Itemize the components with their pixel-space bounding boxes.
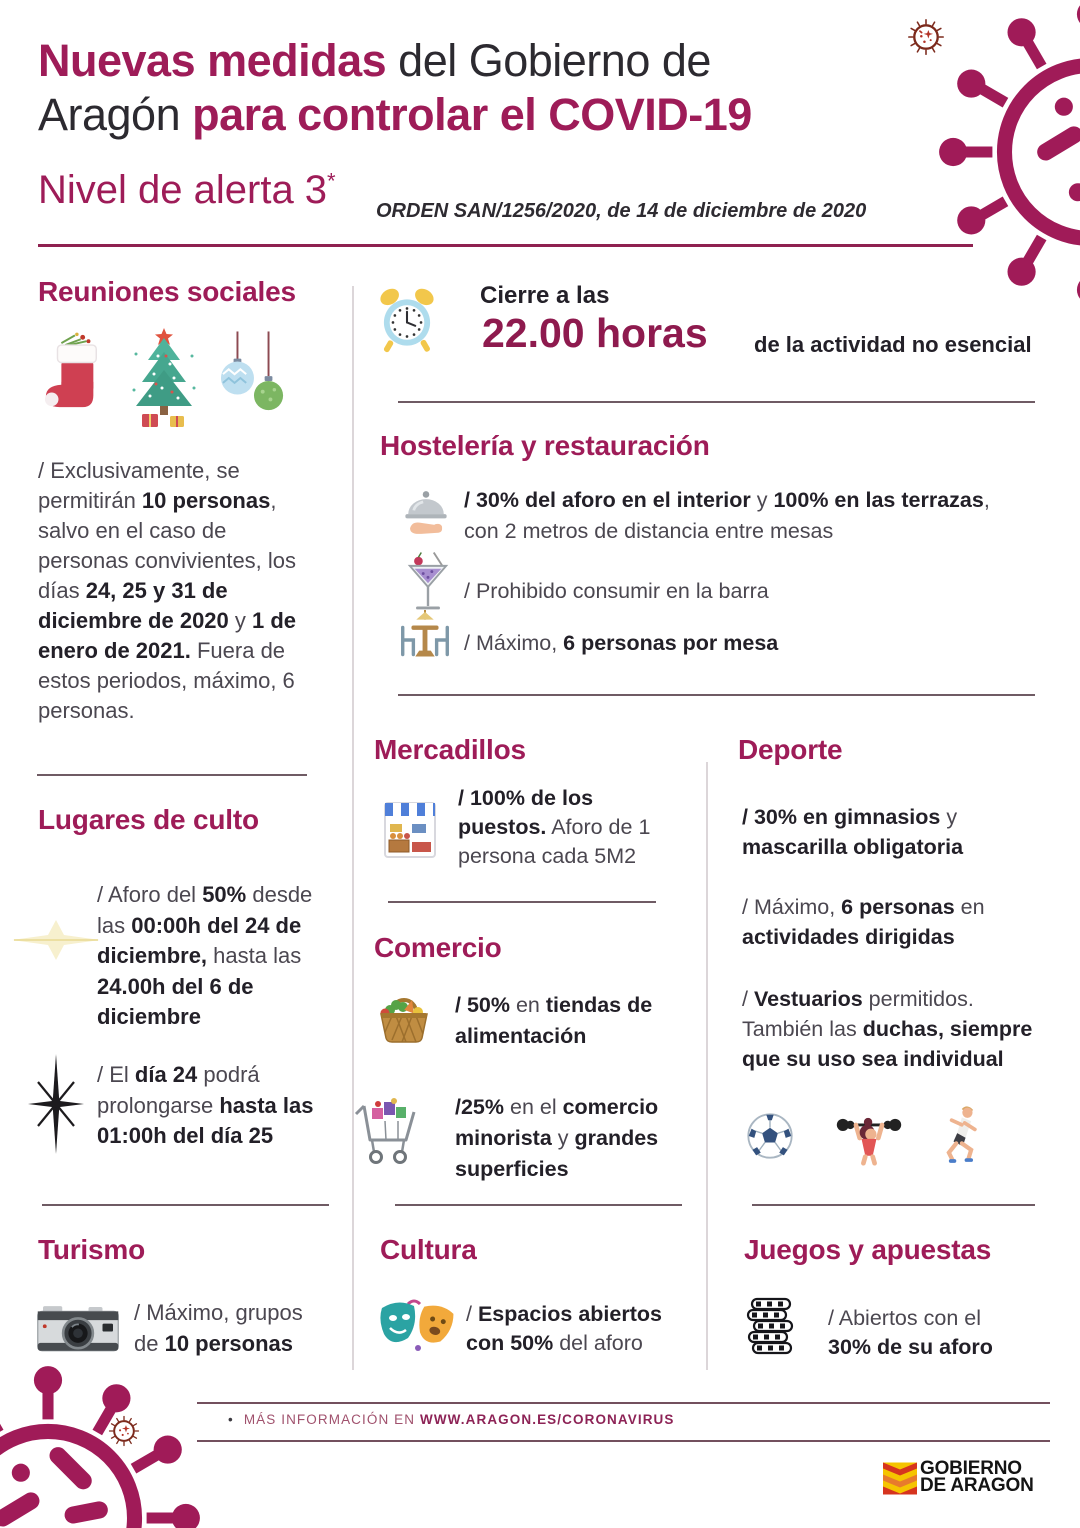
- camera-icon: [36, 1300, 120, 1356]
- bullet-icon: •: [228, 1412, 234, 1427]
- title-plain-2: Aragón: [38, 89, 193, 140]
- section-title-lugares: Lugares de culto: [38, 804, 259, 835]
- theater-masks-icon: [378, 1296, 458, 1356]
- hosteleria-item-mesa: / Máximo, 6 personas por mesa: [464, 631, 779, 655]
- cultura-rule: [395, 1204, 682, 1206]
- footer-rule-bottom: [197, 1440, 1050, 1442]
- alert-level: Nivel de alerta 3*: [38, 168, 336, 212]
- closure-time: 22.00 horas: [482, 310, 708, 356]
- turismo-rule: [42, 1204, 329, 1206]
- reuniones-paragraph: / Exclusivamente, se permitirán 10 personas, salvo en el caso de personas convivientes, los días 24, 25 y 31 de diciembre de 2020 y 1 de enero de 2021. Fuera de estos periodos, máximo, 6 personas.: [38, 458, 297, 723]
- juegos-rule: [752, 1204, 1035, 1206]
- mercadillos-item: / 100% de los puestos. Aforo de 1 persona cada 5M2: [458, 786, 651, 868]
- section-title-hosteleria: Hostelería y restauración: [380, 430, 710, 461]
- lugares-rule: [37, 774, 307, 776]
- deporte-item-vestuarios: / Vestuarios permitidos. También las duchas, siempre que su uso sea individual: [742, 987, 1033, 1071]
- section-title-comercio: Comercio: [374, 932, 502, 963]
- government-logo: [920, 1460, 1034, 1494]
- closure-intro: Cierre a las: [480, 282, 610, 309]
- logo-line1: GOBIERNO: [920, 1458, 1022, 1479]
- closure-rule: [398, 401, 1035, 403]
- section-title-cultura: Cultura: [380, 1234, 477, 1265]
- lugares-item-dia24: / El día 24 podrá prolongarse hasta las 01:00h del día 25: [97, 1062, 314, 1148]
- aragon-flag-icon: [883, 1462, 917, 1495]
- terrace-table-icon: [394, 608, 456, 672]
- lugares-item-aforo: / Aforo del 50% desde las 00:00h del 24 de diciembre, hasta las 24.00h del 6 de diciembre: [97, 882, 313, 1029]
- ornaments-icon: [220, 330, 286, 430]
- title-plain-1: del Gobierno de: [386, 35, 711, 86]
- logo-line2: DE ARAGON: [920, 1475, 1034, 1496]
- column-divider-left: [352, 286, 354, 1370]
- header-rule: [38, 244, 973, 247]
- section-title-juegos: Juegos y apuestas: [744, 1234, 992, 1265]
- footer-rule-top: [197, 1402, 1050, 1404]
- hosteleria-rule: [398, 694, 1035, 696]
- title-accent-1: Nuevas medidas: [38, 35, 387, 86]
- alarm-clock-icon: [374, 280, 440, 360]
- section-title-mercadillos: Mercadillos: [374, 734, 526, 765]
- footer-info-label: MÁS INFORMACIÓN EN: [243, 1412, 420, 1427]
- christmas-tree-icon: [128, 326, 200, 430]
- soccer-ball-icon: [746, 1112, 794, 1160]
- footer-url: WWW.ARAGON.ES/CORONAVIRUS: [420, 1412, 675, 1427]
- column-divider-right: [706, 762, 708, 1370]
- section-title-reuniones: Reuniones sociales: [38, 276, 296, 307]
- deporte-item-gimnasios: / 30% en gimnasios y mascarilla obligatoria: [742, 805, 964, 859]
- title-accent-2: para controlar el COVID-19: [192, 89, 752, 140]
- serving-cloche-icon: [402, 486, 450, 546]
- section-title-deporte: Deporte: [738, 734, 843, 765]
- turismo-item: / Máximo, grupos de 10 personas: [134, 1300, 303, 1356]
- cultura-item: / Espacios abiertos con 50% del aforo: [466, 1302, 662, 1355]
- alert-asterisk: *: [327, 168, 336, 194]
- juegos-item: / Abiertos con el 30% de su aforo: [828, 1306, 993, 1359]
- footer-info: [228, 1412, 675, 1427]
- food-basket-icon: [376, 988, 432, 1046]
- weightlifter-icon: [832, 1110, 906, 1166]
- shopping-cart-icon: [354, 1094, 422, 1166]
- hosteleria-item-barra: / Prohibido consumir en la barra: [464, 579, 769, 603]
- coronavirus-illustration: [925, 0, 1080, 318]
- comercio-item-alimentacion: / 50% en tiendas de alimentación: [455, 993, 653, 1048]
- runner-icon: [934, 1104, 986, 1166]
- poker-chips-icon: [746, 1294, 798, 1356]
- deporte-item-actividades: / Máximo, 6 personas en actividades dirigidas: [742, 895, 985, 949]
- comercio-item-minorista: /25% en el comercio minorista y grandes superficies: [455, 1095, 659, 1181]
- mercadillos-rule: [388, 901, 656, 903]
- market-stall-icon: [382, 798, 438, 860]
- hosteleria-item-aforo: / 30% del aforo en el interior y 100% en las terrazas, con 2 metros de distancia entre mesas: [464, 488, 990, 543]
- shooting-star-icon: [12, 918, 100, 962]
- bethlehem-star-icon: [26, 1054, 86, 1166]
- christmas-stocking-icon: [42, 330, 104, 426]
- closure-suffix: de la actividad no esencial: [754, 332, 1032, 357]
- order-reference: ORDEN SAN/1256/2020, de 14 de diciembre de 2020: [376, 200, 867, 222]
- page-title: [38, 34, 752, 142]
- small-virus-icon-bottom: [103, 1410, 145, 1452]
- section-title-turismo: Turismo: [38, 1234, 145, 1265]
